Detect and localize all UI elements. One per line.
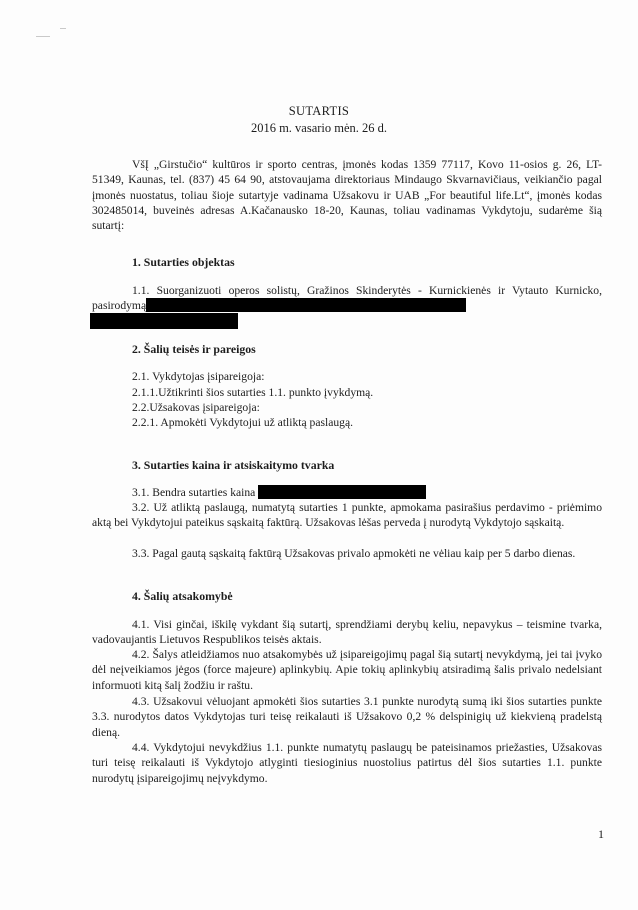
scan-speck xyxy=(36,36,50,37)
section-2-heading: 2. Šalių teisės ir pareigos xyxy=(132,342,256,356)
clause-2-2-1: 2.2.1. Apmokėti Vykdytojui už atliktą paslaugą. xyxy=(132,416,354,429)
redaction-bar xyxy=(90,313,238,329)
redaction-bar xyxy=(146,298,466,312)
redaction-bar xyxy=(258,485,426,499)
clause-3-2: 3.2. Už atliktą paslaugą, numatytą sutarties 1 punkte, apmokama pasirašius perdavimo - priėmimo aktą bei Vykdytojui pateikus sąskaitą faktūrą. Užsakovas lėšas perveda į nurodytą Vykdytojo sąskaitą. xyxy=(92,501,602,530)
clause-4-2: 4.2. Šalys atleidžiamos nuo atsakomybės už įsipareigojimų pagal šią sutartį nevykdymą, jei tai įvyko dėl neįveikiamos jėgos (force majeure) aplinkybių. Apie tokių aplinkybių atsiradimą šalis privalo nedelsiant informuoti kitą šalį žodžiu ir raštu. xyxy=(92,648,602,692)
document-title: SUTARTIS xyxy=(288,104,350,118)
section-1-heading: 1. Sutarties objektas xyxy=(132,255,235,269)
page-number: 1 xyxy=(598,827,604,841)
clause-4-1: 4.1. Visi ginčai, iškilę vykdant šią sutartį, sprendžiami derybų keliu, nepavykus – teismine tvarka, vadovaujantis Lietuvos Respublikos teisės aktais. xyxy=(92,618,602,647)
section-4-heading: 4. Šalių atsakomybė xyxy=(132,589,233,603)
document-date: 2016 m. vasario mėn. 26 d. xyxy=(250,121,388,135)
clause-3-1 xyxy=(132,485,426,500)
intro-paragraph: VšĮ „Girstučio“ kultūros ir sporto centras, įmonės kodas 1359 77117, Kovo 11-osios g. 26, LT-51349, Kaunas, tel. (837) 45 64 90, atstovaujama direktoriaus Mindaugo Skvarnavičiaus, veikiančio pagal įmonės nuostatus, toliau šioje sutartyje vadinama Užsakovu ir UAB „For beautiful life.Lt“, įmonės kodas 302485014, buveinės adresas A.Kačanausko 18-20, Kaunas, toliau vadinamas Vykdytoju, sudarėme šią sutartį: xyxy=(92,158,602,233)
clause-4-3: 4.3. Užsakovui vėluojant apmokėti šios sutarties 3.1 punkte nurodytą sumą iki šios sutarties punkte 3.3. nurodytos datos Vykdytojas turi teisę reikalauti iš Užsakovo 0,2 % delspinigių už kiekvieną pradelstą dieną. xyxy=(92,695,602,739)
clause-2-2: 2.2.Užsakovas įsipareigoja: xyxy=(132,401,260,414)
clause-1-1 xyxy=(92,283,602,314)
section-3-heading: 3. Sutarties kaina ir atsiskaitymo tvarka xyxy=(132,458,335,472)
clause-2-1-1: 2.1.1.Užtikrinti šios sutarties 1.1. punkto įvykdymą. xyxy=(132,386,374,399)
scan-speck xyxy=(60,28,66,29)
clause-3-3: 3.3. Pagal gautą sąskaitą faktūrą Užsakovas privalo apmokėti ne vėliau kaip per 5 darbo dienas. xyxy=(132,547,576,560)
clause-4-4: 4.4. Vykdytojui nevykdžius 1.1. punkte numatytų paslaugų be pateisinamos priežasties, Užsakovas turi teisę reikalauti iš Vykdytojo atlyginti tiesioginius nuostolius patirtus dėl šios sutarties 1.1. punkte nurodytų įsipareigojimų neįvykdymo. xyxy=(92,741,602,785)
clause-2-1: 2.1. Vykdytojas įsipareigoja: xyxy=(132,370,265,383)
clause-1-1-text: 1.1. Suorganizuoti operos solistų, Gražinos Skinderytės - Kurnickienės ir Vytauto Kurnicko, pasirodymą xyxy=(92,284,602,313)
clause-3-1-text: 3.1. Bendra sutarties kaina xyxy=(132,486,256,499)
